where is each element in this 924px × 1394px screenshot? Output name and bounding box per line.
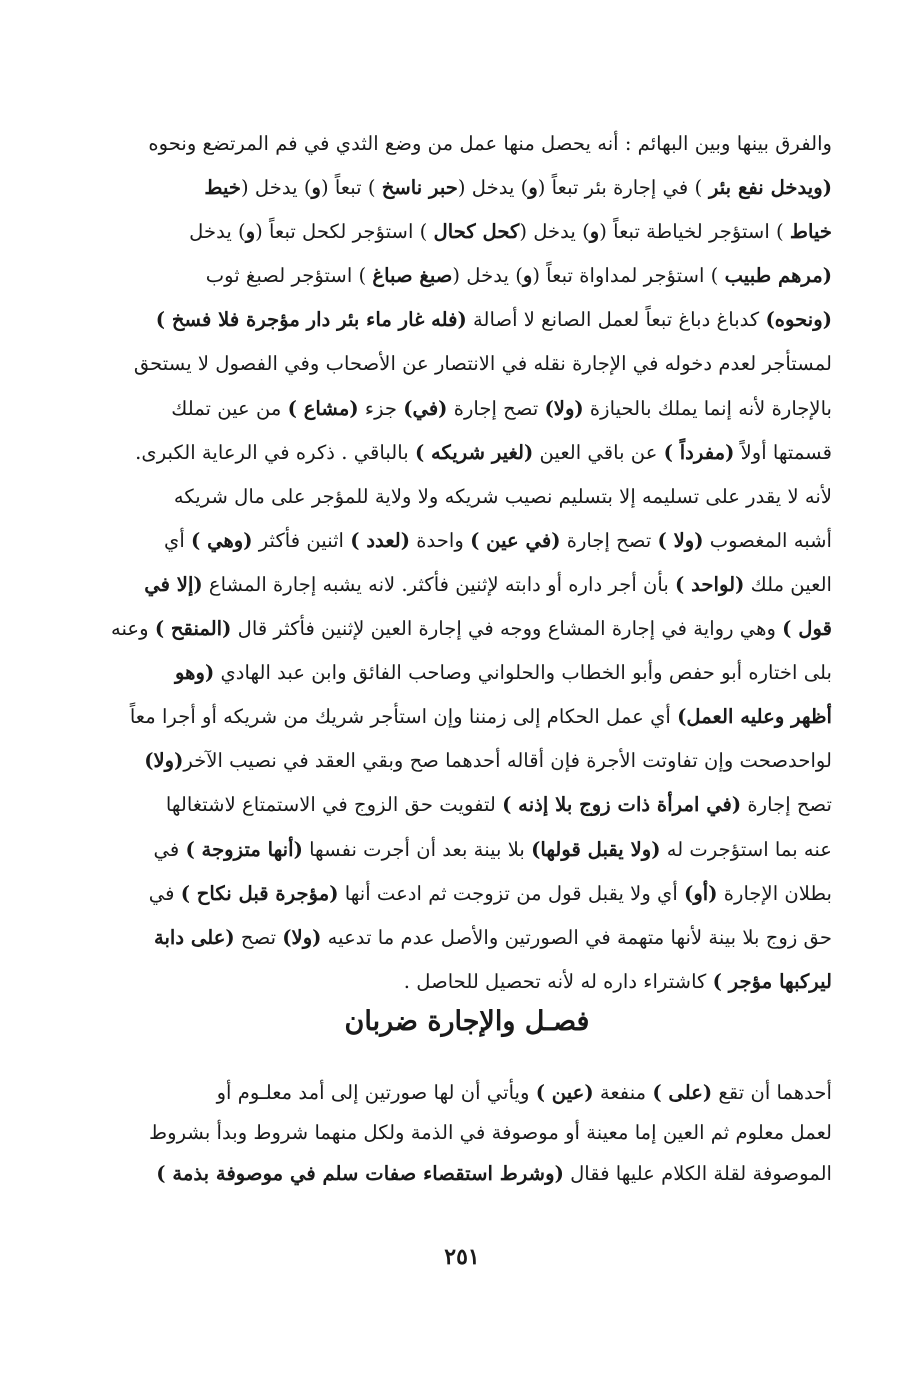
body-text xyxy=(102,122,832,1004)
text-segment: تصح إجارة xyxy=(560,528,658,552)
text-line xyxy=(102,872,832,916)
bold-segment: (وهو xyxy=(175,661,215,685)
text-line xyxy=(102,1073,832,1113)
bold-segment: (لغير شريكه ) xyxy=(414,440,534,464)
bold-segment: (لواحد ) xyxy=(675,572,745,596)
text-line xyxy=(102,607,832,651)
bold-segment: (ويدخل نفع بئر xyxy=(702,176,832,200)
text-segment: أي عمل الحكام إلى زمننا وإن استأجر شريك من شريكه أو أجرا معاً xyxy=(129,705,678,729)
bold-segment: (في عين ) xyxy=(470,528,561,552)
text-segment: لأنه لا يقدر على تسليمه إلا بتسليم نصيب شريكه ولا ولاية للمؤجر على مال شريكه xyxy=(173,484,832,508)
text-line xyxy=(102,342,832,386)
text-segment: واحدة xyxy=(410,528,471,552)
text-line xyxy=(102,739,832,783)
bold-segment: صبغ صباغ xyxy=(372,264,453,288)
text-segment: ) يدخل ( xyxy=(452,264,523,288)
text-segment: لتفويت حق الزوج في الاستمتاع لاشتغالها xyxy=(165,793,503,817)
bold-segment: كحل كحال xyxy=(433,220,520,244)
bold-segment: (أنها متزوجة ) xyxy=(185,837,303,861)
bold-segment: (ونحوه) xyxy=(765,308,832,332)
page-number: ٢٥١ xyxy=(444,1244,480,1270)
bold-segment: أظهر وعليه العمل) xyxy=(677,705,832,729)
text-line xyxy=(102,166,832,210)
text-segment: أي ولا يقبل قول من تزوجت ثم ادعت أنها xyxy=(338,881,685,905)
bold-segment: (إلا في xyxy=(144,572,203,596)
text-line xyxy=(102,210,832,254)
text-segment: في xyxy=(148,881,181,905)
text-segment: حق زوج بلا بينة لأنها متهمة في الصورتين والأصل عدم ما تدعيه xyxy=(321,925,832,949)
bold-segment: (على دابة xyxy=(153,925,235,949)
bold-segment: (لعدد ) xyxy=(350,528,411,552)
text-segment: ) يدخل xyxy=(189,220,246,244)
text-line xyxy=(102,254,832,298)
text-segment: تصح إجارة xyxy=(447,396,545,420)
bold-segment: (وشرط استقصاء صفات سلم في موصوفة بذمة ) xyxy=(156,1161,564,1185)
bold-segment: (المنقح ) xyxy=(154,617,232,641)
text-segment: ) استؤجر لمداواة تبعاً ( xyxy=(532,264,725,288)
bold-segment: (ولا) xyxy=(144,749,184,773)
bold-segment: (عين ) xyxy=(535,1081,594,1104)
bold-segment: (ولا) xyxy=(282,925,322,949)
bold-segment: (مرهم طبيب xyxy=(724,264,832,288)
bold-segment: (مشاع ) xyxy=(287,396,359,420)
text-segment: لمستأجر لعدم دخوله في الإجارة نقله في الانتصار عن الأصحاب وفي الفصول لا يستحق xyxy=(133,352,832,376)
text-line xyxy=(102,122,832,166)
text-line xyxy=(102,387,832,431)
text-segment: عن باقي العين xyxy=(533,440,664,464)
bold-segment: ليركبها مؤجر ) xyxy=(712,969,832,993)
bold-segment: (وهي ) xyxy=(191,528,253,552)
bold-segment: خيط xyxy=(204,176,242,200)
bold-segment: (أو) xyxy=(684,881,718,905)
text-segment: عنه بما استؤجرت له xyxy=(660,837,832,861)
text-line xyxy=(102,519,832,563)
text-segment: كاشتراء داره له لأنه تحصيل للحاصل . xyxy=(403,969,713,993)
text-line xyxy=(102,1113,832,1153)
text-segment: ) تبعاً ( xyxy=(320,176,382,200)
text-segment: والفرق بينها وبين البهائم : أنه يحصل منها عمل من وضع الثدي في فم المرتضع ونحوه xyxy=(148,132,832,155)
bold-segment: (على ) xyxy=(652,1081,713,1104)
text-segment: تصح إجارة xyxy=(741,793,832,817)
bold-segment: قول ) xyxy=(782,617,832,641)
text-segment: كدباغ دباغ تبعاً لعمل الصانع لا أصالة xyxy=(466,308,766,332)
text-segment: أي xyxy=(164,528,192,552)
text-segment: بالباقي . ذكره في الرعاية الكبرى. xyxy=(135,440,415,464)
text-line xyxy=(102,783,832,827)
bold-segment: (ولا) xyxy=(544,396,584,420)
text-segment: جزء xyxy=(358,396,404,420)
text-line xyxy=(102,431,832,475)
text-line xyxy=(102,475,832,519)
bold-segment: (ولا يقبل قولها) xyxy=(531,837,661,861)
bold-segment: و xyxy=(311,176,321,200)
text-segment: ) يدخل ( xyxy=(457,176,529,200)
text-segment: لعمل معلوم ثم العين إما معينة أو موصوفة في الذمة ولكل منهما شروط وبدأ بشروط xyxy=(148,1121,832,1145)
bold-segment: و xyxy=(589,220,600,244)
text-segment: بلى اختاره أبو حفص وأبو الخطاب والحلواني وصاحب الفائق وابن عبد الهادي xyxy=(214,661,832,685)
text-segment: من عين تملك xyxy=(171,396,288,420)
bold-segment: خياط xyxy=(789,220,832,244)
bold-segment: و xyxy=(522,264,533,288)
text-line xyxy=(102,916,832,960)
text-segment: بلا بينة بعد أن أجرت نفسها xyxy=(302,837,532,861)
text-line xyxy=(102,960,832,1004)
bold-segment: (مؤجرة قبل نكاح ) xyxy=(180,881,339,905)
text-segment: ) يدخل ( xyxy=(519,220,590,244)
text-segment: بأن أجر داره أو دابته لإثنين فأكثر. لانه يشبه إجارة المشاع xyxy=(202,572,676,596)
text-segment: ويأتي أن لها صورتين إلى أمد معلـوم أو xyxy=(216,1081,536,1104)
text-segment: في xyxy=(153,837,186,861)
text-line xyxy=(102,651,832,695)
text-segment: ) استؤجر لكحل تبعاً ( xyxy=(255,220,434,244)
text-segment: اثنين فأكثر xyxy=(252,528,351,552)
text-segment: ) يدخل ( xyxy=(241,176,312,200)
text-line xyxy=(102,828,832,872)
bold-segment: و xyxy=(528,176,538,200)
text-segment: العين ملك xyxy=(744,572,832,596)
text-segment: قسمتها أولاً xyxy=(734,440,832,464)
bold-segment: (ولا ) xyxy=(657,528,704,552)
text-segment: ) في إجارة بئر تبعاً ( xyxy=(537,176,703,200)
text-segment: أشبه المغصوب xyxy=(703,528,832,552)
text-segment: لواحدصحت وإن تفاوتت الأجرة فإن أقاله أحدهما صح وبقي العقد في نصيب الآخر xyxy=(183,749,832,773)
section-heading: فصـل والإجارة ضربان xyxy=(344,1006,590,1037)
section-text xyxy=(102,1073,832,1194)
bold-segment: (في امرأة ذات زوج بلا إذنه ) xyxy=(502,793,742,817)
text-segment: بالإجارة لأنه إنما يملك بالحيازة xyxy=(583,396,832,420)
text-segment: أحدهما أن تقع xyxy=(712,1081,832,1104)
bold-segment: و xyxy=(245,220,256,244)
text-segment: منفعة xyxy=(593,1081,653,1104)
text-segment: ) استؤجر لصبغ ثوب xyxy=(205,264,373,288)
bold-segment: (فله غار ماء بئر دار مؤجرة فلا فسخ ) xyxy=(155,308,467,332)
bold-segment: حبر ناسخ xyxy=(381,176,458,200)
text-segment: وهي رواية في إجارة المشاع ووجه في إجارة العين لإثنين فأكثر قال xyxy=(231,617,783,641)
text-line xyxy=(102,563,832,607)
text-line xyxy=(102,1154,832,1194)
text-line xyxy=(102,298,832,342)
text-segment: وعنه xyxy=(111,617,155,641)
text-line xyxy=(102,695,832,739)
bold-segment: (في) xyxy=(403,396,448,420)
text-segment: ) استؤجر لخياطة تبعاً ( xyxy=(599,220,790,244)
text-segment: بطلان الإجارة xyxy=(717,881,832,905)
text-segment: الموصوفة لقلة الكلام عليها فقال xyxy=(563,1161,832,1185)
bold-segment: (مفرداً ) xyxy=(663,440,735,464)
text-segment: تصح xyxy=(234,925,283,949)
